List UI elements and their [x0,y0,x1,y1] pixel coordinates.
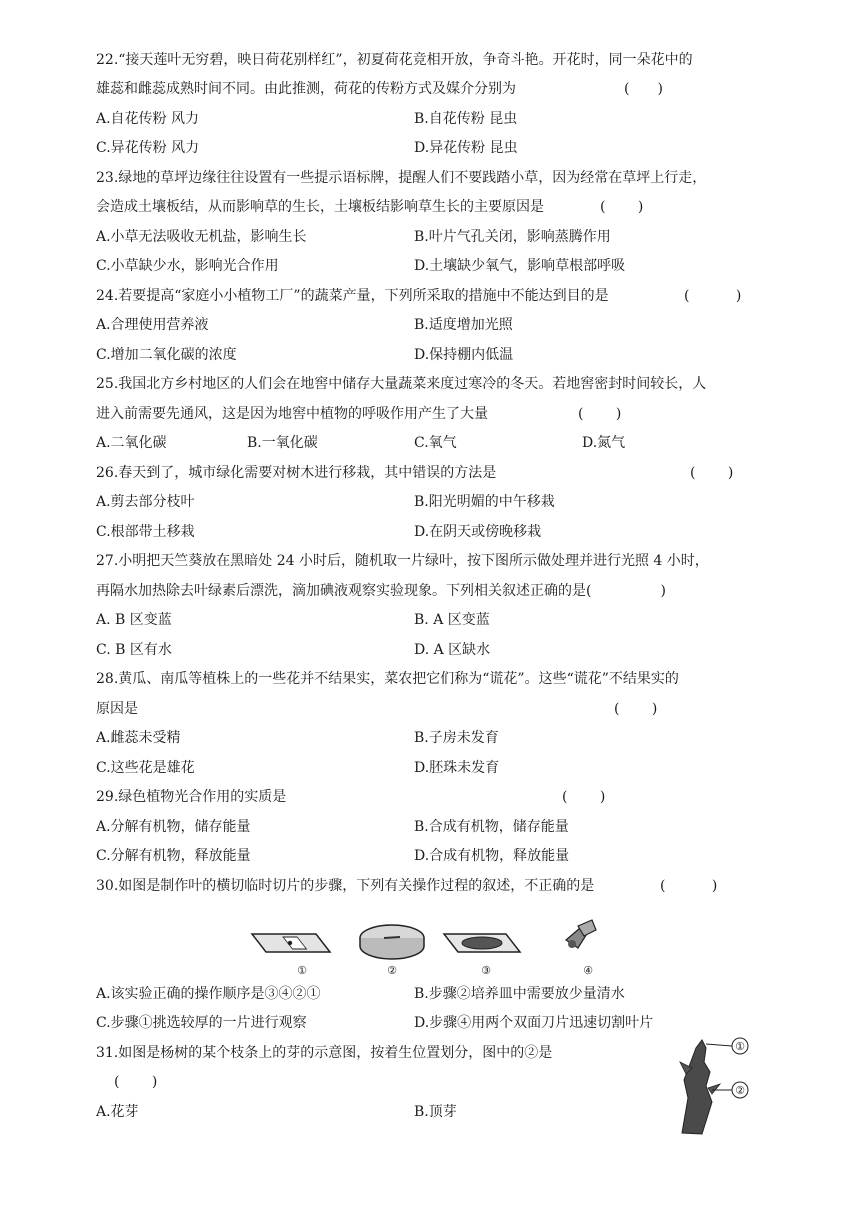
figure-30-label-4: ④ [583,964,593,977]
question-25-line-1: 25.我国北方乡村地区的人们会在地窖中储存大量蔬菜来度过寒冷的冬天。若地窖密封时间较长，人 [96,376,707,392]
option-30-d[interactable]: D.步骤④用两个双面刀片迅速切割叶片 [414,1015,654,1031]
option-23-c[interactable]: C.小草缺少水，影响光合作用 [96,258,279,274]
question-27-line-1: 27.小明把天竺葵放在黑暗处 24 小时后，随机取一片绿叶，按下图所示做处理并进行光照 4 小时， [96,553,709,569]
option-24-b[interactable]: B.适度增加光照 [414,317,513,333]
option-30-b[interactable]: B.步骤②培养皿中需要放少量清水 [414,986,625,1002]
option-26-d[interactable]: D.在阴天或傍晚移栽 [414,524,542,540]
option-25-c[interactable]: C.氧气 [414,435,457,451]
option-22-c[interactable]: C.异花传粉 风力 [96,140,200,156]
option-26-c[interactable]: C.根部带土移栽 [96,524,195,540]
option-22-a[interactable]: A.自花传粉 风力 [96,111,200,127]
option-27-d[interactable]: D. A 区缺水 [414,642,491,658]
answer-blank-25[interactable]: ( ) [578,406,622,422]
question-27-line-2: 再隔水加热除去叶绿素后漂洗，滴加碘液观察实验现象。下列相关叙述正确的是( [96,583,592,599]
question-24-line-1: 24.若要提高“家庭小小植物工厂”的蔬菜产量，下列所采取的措施中不能达到目的是 [96,288,609,304]
question-26-line-1: 26.春天到了，城市绿化需要对树木进行移栽，其中错误的方法是 [96,465,497,481]
option-27-a[interactable]: A. B 区变蓝 [96,612,172,628]
option-23-d[interactable]: D.土壤缺少氧气，影响草根部呼吸 [414,258,626,274]
option-23-b[interactable]: B.叶片气孔关闭，影响蒸腾作用 [414,229,611,245]
figure-31-label-2: ② [735,1084,745,1097]
question-23-line-1: 23.绿地的草坪边缘往往设置有一些提示语标牌，提醒人们不要践踏小草，因为经常在草坪上行走， [96,170,707,186]
question-22-line-1: 22.“接天莲叶无穷碧，映日荷花别样红”，初夏荷花竞相开放，争奇斗艳。开花时，同一朵花中的 [96,52,693,68]
answer-blank-29[interactable]: ( ) [562,789,606,805]
option-30-a[interactable]: A.该实验正确的操作顺序是③④②① [96,986,321,1002]
answer-blank-23[interactable]: ( ) [600,199,644,215]
answer-blank-24[interactable]: ( ) [684,288,742,304]
option-25-a[interactable]: A.二氧化碳 [96,435,167,451]
question-28-line-2: 原因是 [96,701,138,717]
option-22-d[interactable]: D.异花传粉 昆虫 [414,140,518,156]
question-25-line-2: 进入前需要先通风，这是因为地窖中植物的呼吸作用产生了大量 [96,406,488,422]
option-31-a[interactable]: A.花芽 [96,1104,139,1120]
option-28-b[interactable]: B.子房未发育 [414,730,499,746]
answer-blank-22[interactable]: ( ) [624,81,663,97]
question-29-line-1: 29.绿色植物光合作用的实质是 [96,789,287,805]
question-30-line-1: 30.如图是制作叶的横切临时切片的步骤，下列有关操作过程的叙述，不正确的是 [96,878,595,894]
option-25-d[interactable]: D.氮气 [582,435,626,451]
question-31-line-1: 31.如图是杨树的某个枝条上的芽的示意图，按着生位置划分，图中的②是 [96,1045,553,1061]
option-28-d[interactable]: D.胚珠未发育 [414,760,500,776]
figure-31-label-1: ① [735,1040,745,1053]
option-31-b[interactable]: B.顶芽 [414,1104,457,1120]
answer-blank-30[interactable]: ( ) [660,878,718,894]
option-27-c[interactable]: C. B 区有水 [96,642,172,658]
option-24-a[interactable]: A.合理使用营养液 [96,317,209,333]
answer-blank-31[interactable]: ( ) [114,1074,158,1090]
step-1-slide-icon [252,934,330,952]
step-2-petri-dish-icon [360,925,424,959]
option-22-b[interactable]: B.自花传粉 昆虫 [414,111,518,127]
answer-blank-26[interactable]: ( ) [690,465,734,481]
question-22-line-2: 雄蕊和雌蕊成熟时间不同。由此推测，荷花的传粉方式及媒介分别为 [96,81,516,97]
option-24-c[interactable]: C.增加二氧化碳的浓度 [96,347,237,363]
option-28-c[interactable]: C.这些花是雄花 [96,760,195,776]
option-29-d[interactable]: D.合成有机物，释放能量 [414,848,570,864]
option-29-a[interactable]: A.分解有机物，储存能量 [96,819,251,835]
option-25-b[interactable]: B.一氧化碳 [247,435,318,451]
option-29-b[interactable]: B.合成有机物，储存能量 [414,819,569,835]
answer-blank-28[interactable]: ( ) [614,701,658,717]
figure-30-label-3: ③ [481,964,491,977]
option-26-b[interactable]: B.阳光明媚的中午移栽 [414,494,555,510]
option-26-a[interactable]: A.剪去部分枝叶 [96,494,195,510]
option-29-c[interactable]: C.分解有机物，释放能量 [96,848,251,864]
figure-30-label-2: ② [387,964,397,977]
answer-blank-27[interactable]: ) [628,583,666,599]
question-28-line-1: 28.黄瓜、南瓜等植株上的一些花并不结果实，菜农把它们称为“谎花”。这些“谎花”不结果实的 [96,671,679,687]
step-4-cutting-icon [566,920,596,948]
leaf-section-steps-figure [244,910,616,978]
figure-30-label-1: ① [297,964,307,977]
question-23-line-2: 会造成土壤板结，从而影响草的生长，土壤板结影响草生长的主要原因是 [96,199,544,215]
option-28-a[interactable]: A.雌蕊未受精 [96,730,181,746]
poplar-twig-figure [662,1028,762,1138]
step-3-leaf-on-slide-icon [444,934,520,952]
option-24-d[interactable]: D.保持棚内低温 [414,347,514,363]
option-23-a[interactable]: A.小草无法吸收无机盐，影响生长 [96,229,307,245]
option-27-b[interactable]: B. A 区变蓝 [414,612,490,628]
option-30-c[interactable]: C.步骤①挑选较厚的一片进行观察 [96,1015,307,1031]
